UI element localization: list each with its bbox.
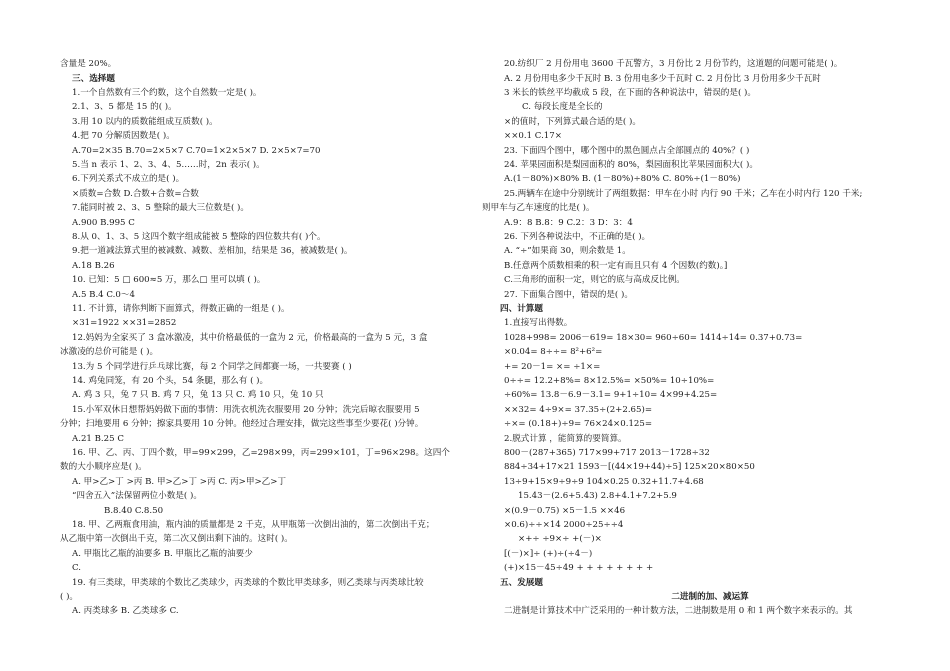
left-text-line: A.5 B.4 C.0～4: [72, 290, 135, 300]
right-text-line: C.三角形的面积一定，则它的底与高成反比例。: [504, 275, 685, 285]
right-text-line: 则甲车与乙车速度的比是( )。: [482, 203, 595, 213]
right-text-line: 24. 苹果园面积是梨园面积的 80%，梨园面积比苹果园面积大( )。: [504, 160, 758, 170]
left-text-line: ( )。: [60, 592, 79, 602]
right-text-line: A. “÷”如果商 30，则余数是 1。: [504, 246, 631, 256]
right-text-line: 0÷÷= 12.2+8%= 8×12.5%= ×50%= 10÷10%=: [504, 376, 715, 386]
left-text-line: 18. 甲、乙两瓶食用油，瓶内油的质量都是 2 千克，从甲瓶第一次倒出油的，第二次倒出千克；: [72, 520, 435, 530]
left-text-line: 12.妈妈为全家买了 3 盒冰激凌，其中价格最低的一盒为 2 元，价格最高的一盒为 5 元，3 盒: [72, 333, 428, 343]
left-text-line: A. 甲>乙>丁 >丙 B. 甲>乙>丁 >丙 C. 丙>甲>乙>丁: [72, 477, 287, 487]
right-text-line: 27. 下面集合图中，错误的是( )。: [504, 290, 633, 300]
left-text-line: 1.一个自然数有三个约数，这个自然数一定是( )。: [72, 88, 262, 98]
right-text-line: 26. 下列各种说法中，不正确的是( )。: [504, 232, 651, 242]
left-heading: 三、选择题: [72, 74, 115, 84]
left-text-line: 10. 已知：5 □ 600≈5 万，那么□ 里可以填 ( )。: [72, 275, 266, 285]
left-text-line: A.900 B.995 C: [72, 218, 135, 228]
left-text-line: 16. 甲、乙、丙、丁四个数，甲=99×299，乙=298×99，丙=299×101，丁=96×298。这四个: [72, 448, 450, 458]
right-text-line: A. 2 月份用电多少千瓦时 B. 3 份用电多少千瓦时 C. 2 月份比 3 月份用多少千瓦时: [504, 74, 821, 84]
left-text-line: ×质数=合数 D.合数+合数=合数: [72, 189, 199, 199]
right-text-line: 2.脱式计算 ，能简算的要简算。: [504, 434, 627, 444]
left-text-line: A. 鸡 3 只，兔 7 只 B. 鸡 7 只，兔 13 只 C. 鸡 10 只，兔 10 只: [72, 390, 324, 400]
right-text-line: 13÷9+15×9÷9÷9 104×0.25 0.32+11.7+4.68: [504, 477, 704, 487]
right-text-line: ÷×= (0.18+)÷9= 76×24×0.125=: [504, 419, 653, 429]
right-text-line: += 20－1= ×= ÷1×=: [504, 362, 601, 372]
left-text-line: A. 丙类球多 B. 乙类球多 C.: [72, 606, 179, 616]
right-heading: 五、发展题: [500, 578, 543, 588]
right-text-line: ××32= 4÷9×= 37.35÷(2+2.65)=: [504, 405, 653, 415]
left-text-line: A.21 B.25 C: [72, 434, 124, 444]
right-text-line: ×0.6)÷÷×14 2000÷25÷÷4: [504, 520, 624, 530]
right-text-line: A.9：8 B.8：9 C.2：3 D：3：4: [504, 218, 633, 228]
right-text-line: ××0.1 C.17×: [504, 131, 562, 141]
right-text-line: 23. 下面四个图中，哪个图中的黑色圆点占全部圆点的 40%？( ): [504, 146, 750, 156]
right-text-line: ×的值时，下列算式最合适的是( )。: [504, 117, 641, 127]
right-text-line: 1028+998= 2006－619= 18×30= 960÷60= 1414÷14= 0.37+0.73=: [504, 333, 803, 343]
right-heading: 二进制的加、减运算: [671, 592, 749, 602]
left-text-line: 15.小军双休日想帮妈妈做下面的事情：用洗衣机洗衣服要用 20 分钟；洗完后晾衣服要用 5: [72, 405, 420, 415]
right-text-line: ÷60%= 13.8－6.9－3.1= 9+1÷10= 4×99+4.25=: [504, 390, 718, 400]
left-text-line: 含量是 20%。: [60, 59, 117, 69]
left-text-line: 冰激凌的总价可能是 ( )。: [60, 347, 159, 357]
left-text-line: A.70=2×35 B.70=2×5×7 C.70=1×2×5×7 D. 2×5×7=70: [72, 146, 321, 156]
left-text-line: 8.从 0、1、3、5 这四个数字组成能被 5 整除的四位数共有( )个。: [72, 232, 326, 242]
right-text-line: ×(0.9－0.75) ×5－1.5 ××46: [504, 506, 626, 516]
left-text-line: 5.当 n 表示 1、2、3、4、5……时，2n 表示( )。: [72, 160, 265, 170]
left-text-line: 2.1、3、5 都是 15 的( )。: [72, 102, 177, 112]
right-text-line: 20.纺织厂 2 月份用电 3600 千瓦警方，3 月份比 2 月份节约，这道题的问题可能是( )。: [504, 59, 843, 69]
left-text-line: C.: [72, 563, 82, 573]
right-text-line: 800－(287+365) 717×99+717 2013－1728÷32: [504, 448, 710, 458]
right-text-line: 二进制是计算技术中广泛采用的一种计数方法，二进制数是用 0 和 1 两个数字来表示的。其: [504, 606, 853, 616]
right-heading: 四、计算题: [500, 304, 543, 314]
left-text-line: ×31=1922 ××31=2852: [72, 318, 177, 328]
left-text-line: 6.下列关系式不成立的是( )。: [72, 174, 185, 184]
right-text-line: 1.直接写出得数。: [504, 318, 573, 328]
right-text-line: ×+÷ ÷9×÷ +(－)×: [518, 534, 602, 544]
left-text-line: 9.把一道减法算式里的被减数、减数、差相加，结果是 36，被减数是( )。: [72, 246, 353, 256]
left-text-line: 3.用 10 以内的质数能组成互质数( )。: [72, 117, 218, 127]
right-text-line: 3 米长的铁丝平均截成 5 段，在下面的各种说法中，错误的是( )。: [504, 88, 757, 98]
left-text-line: 14. 鸡兔同笼，有 20 个头，54 条腿，那么有 ( )。: [72, 376, 269, 386]
right-text-line: 25.两辆车在途中分别统计了两组数据：甲车在小时 内行 90 千米；乙车在小时内行 120 千米;: [504, 189, 863, 199]
left-text-line: 分钟；扫地要用 6 分钟；擦家具要用 10 分钟。他经过合理安排，做完这些事至少要花( )分钟。: [60, 419, 424, 429]
left-text-line: A. 甲瓶比乙瓶的油要多 B. 甲瓶比乙瓶的油要少: [72, 549, 253, 559]
right-text-line: (+)×15－45÷49 + + + + + + + +: [504, 563, 654, 573]
left-text-line: 从乙瓶中第一次倒出千克，第二次又倒出剩下油的。这时( )。: [60, 534, 293, 544]
right-text-line: 884÷34+17×21 1593－[(44×19+44)÷5] 125×20×80×50: [504, 462, 755, 472]
left-text-line: 11. 不计算，请你判断下面算式，得数正确的一组是 ( )。: [72, 304, 290, 314]
right-text-line: 15.43－(2.6+5.43) 2.8+4.1+7.2+5.9: [518, 491, 677, 501]
right-text-line: ×0.04= 8÷÷= 8²+6²=: [504, 347, 603, 357]
left-text-line: 19. 有三类球，甲类球的个数比乙类球少，丙类球的个数比甲类球多，则乙类球与丙类球比较: [72, 578, 424, 588]
left-text-line: B.8.40 C.8.50: [104, 506, 164, 516]
right-text-line: A.(1－80%)×80% B. (1－80%)÷80% C. 80%÷(1－80%): [504, 174, 741, 184]
left-text-line: 7.能同时被 2、3、5 整除的最大三位数是( )。: [72, 203, 250, 213]
left-text-line: 4.把 70 分解质因数是( )。: [72, 131, 175, 141]
left-text-line: 13.为 5 个同学进行乒乓球比赛，每 2 个同学之间都赛一场，一共要赛 ( ): [72, 362, 352, 372]
right-text-line: [(－)×]÷ (+)÷(÷4－): [504, 549, 593, 559]
left-text-line: 数的大小顺序应是( )。: [60, 462, 147, 472]
right-text-line: C. 每段长度是全长的: [522, 102, 603, 112]
left-text-line: A.18 B.26: [72, 261, 115, 271]
left-text-line: “四舍五入”法保留两位小数是( )。: [72, 491, 202, 501]
right-text-line: B.任意两个质数相乘的积一定有而且只有 4 个因数(约数)。]: [504, 261, 728, 271]
